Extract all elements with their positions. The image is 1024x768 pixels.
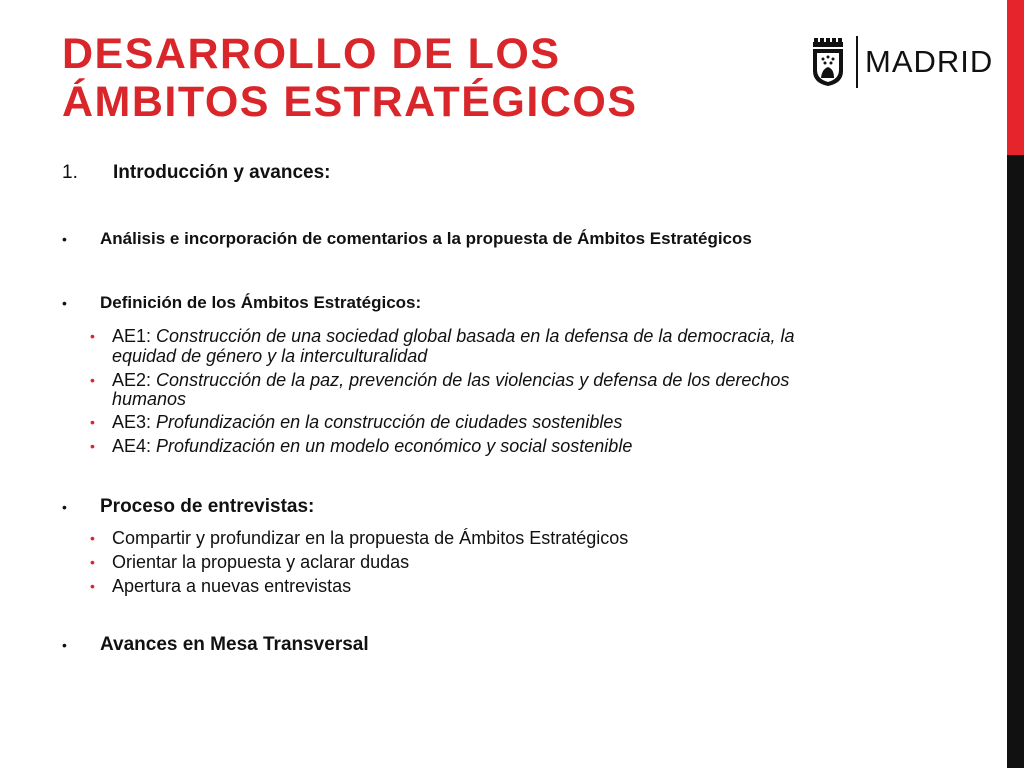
bullet: • <box>62 637 67 653</box>
sub-bullet: • <box>90 372 95 388</box>
ae-description: Construcción de una sociedad global basada en la defensa de la democracia, la <box>156 326 795 346</box>
ae-description-cont: equidad de género y la interculturalidad <box>112 346 428 366</box>
title-line-2: ÁMBITOS ESTRATÉGICOS <box>62 78 638 126</box>
list-item-text: Análisis e incorporación de comentarios a la propuesta de Ámbitos Estratégicos <box>100 229 752 248</box>
ae-code: AE2: <box>112 370 152 390</box>
ae-description: Profundización en la construcción de ciudades sostenibles <box>156 412 623 432</box>
sub-bullet: • <box>90 438 95 454</box>
sub-item-text: Apertura a nuevas entrevistas <box>112 576 352 596</box>
list-item-text: Definición de los Ámbitos Estratégicos: <box>100 293 422 312</box>
section-number: 1. <box>62 162 78 183</box>
list-item-text: Avances en Mesa Transversal <box>100 634 369 655</box>
logo-wordmark: MADRID <box>865 44 994 79</box>
sub-bullet: • <box>90 530 95 546</box>
logo-divider <box>856 36 858 88</box>
section-heading: Introducción y avances: <box>113 162 331 183</box>
sub-bullet: • <box>90 328 95 344</box>
slide-title <box>62 30 638 126</box>
list-item-text: Proceso de entrevistas: <box>100 496 315 517</box>
sub-bullet: • <box>90 578 95 594</box>
ae-code: AE4: <box>112 436 152 456</box>
ae-description-cont: humanos <box>112 389 187 409</box>
sub-bullet: • <box>90 554 95 570</box>
sub-bullet: • <box>90 414 95 430</box>
bullet: • <box>62 295 67 311</box>
title-line-1: DESARROLLO DE LOS <box>62 30 561 78</box>
bullet: • <box>62 231 67 247</box>
ae-code: AE3: <box>112 412 152 432</box>
madrid-crest-icon <box>810 37 846 87</box>
bullet: • <box>62 499 67 515</box>
sub-item-text: Compartir y profundizar en la propuesta de Ámbitos Estratégicos <box>112 528 629 548</box>
sidebar-accent-black <box>1007 155 1024 768</box>
sub-item-text: Orientar la propuesta y aclarar dudas <box>112 552 410 572</box>
ae-code: AE1: <box>112 326 152 346</box>
madrid-logo <box>810 34 993 90</box>
ae-description: Profundización en un modelo económico y social sostenible <box>156 436 633 456</box>
sidebar-accent-red <box>1007 0 1024 155</box>
ae-description: Construcción de la paz, prevención de las violencias y defensa de los derechos <box>156 370 790 390</box>
